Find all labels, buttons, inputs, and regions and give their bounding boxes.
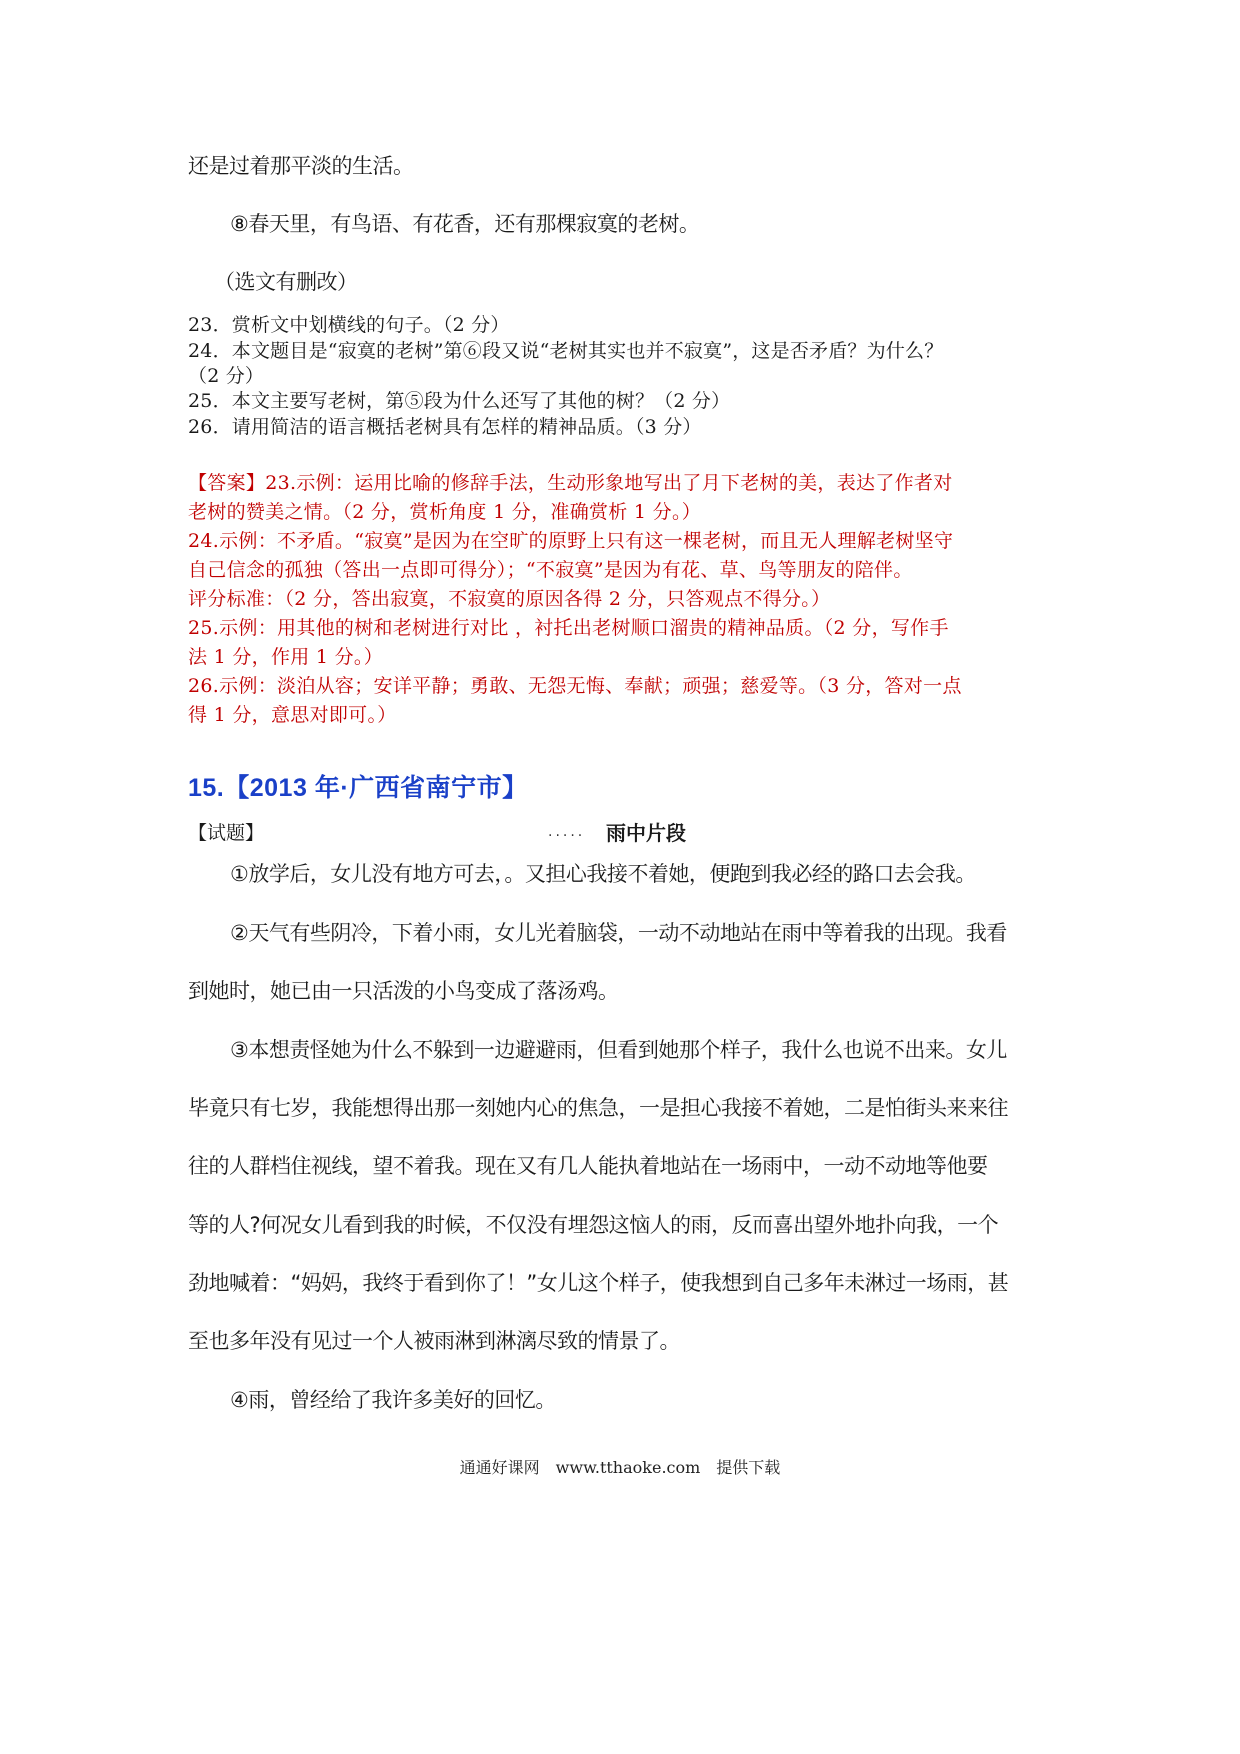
passage-line: 往的人群档住视线，望不着我。现在又有几人能执着地站在一场雨中，一动不动地等他要 (188, 1154, 988, 1178)
passage-title: 雨中片段 (606, 821, 686, 845)
answer-line: 26.示例：淡泊从容；安详平静；勇敢、无怨无悔、奉献；顽强；慈爱等。（3 分，答对一点 (188, 675, 962, 697)
passage-line: 劲地喊着：“妈妈，我终于看到你了！”女儿这个样子，使我想到自己多年未淋过一场雨，甚 (188, 1271, 1009, 1295)
question-24: 24．本文题目是“寂寞的老树”第⑥段又说“老树其实也并不寂寞”，这是否矛盾？为什么？ (188, 340, 944, 362)
answer-line: 评分标准：（2 分，答出寂寞，不寂寞的原因各得 2 分，只答观点不得分。） (188, 588, 831, 610)
passage-line: 至也多年没有见过一个人被雨淋到淋漓尽致的情景了。 (188, 1329, 680, 1353)
answer-line: 25.示例：用其他的树和老树进行对比 ，衬托出老树顺口溜贵的精神品质。（2 分，写作手 (188, 617, 949, 639)
passage-line: 毕竟只有七岁，我能想得出那一刻她内心的焦急，一是担心我接不着她，二是怕街头来来往 (188, 1096, 1008, 1120)
passage-paragraph-1: ①放学后，女儿没有地方可去，。又担心我接不着她，便跑到我必经的路口去会我。 (230, 862, 976, 886)
question-23: 23．赏析文中划横线的句子。（2 分） (188, 314, 510, 336)
section-heading: 15.【2013 年·广西省南宁市】 (188, 774, 528, 802)
passage-line: 等的人?何况女儿看到我的时候，不仅没有埋怨这恼人的雨，反而喜出望外地扑向我，一个 (188, 1213, 999, 1237)
answer-line: 法 1 分，作用 1 分。） (188, 646, 384, 668)
question-24-points: （2 分） (188, 365, 265, 387)
page-footer: 通通好课网 www.tthaoke.com 提供下载 (459, 1458, 781, 1477)
passage-paragraph-3: ③本想责怪她为什么不躲到一边避避雨，但看到她那个样子，我什么也说不出来。女儿 (230, 1038, 1007, 1062)
passage-paragraph-4: ④雨，曾经给了我许多美好的回忆。 (230, 1388, 556, 1412)
source-note: （选文有删改） (214, 270, 358, 294)
answer-line: 得 1 分，意思对即可。） (188, 704, 397, 726)
answer-line: 【答案】23.示例：运用比喻的修辞手法，生动形象地写出了月下老树的美，表达了作者对 (188, 472, 953, 494)
passage-paragraph-8: ⑧春天里，有鸟语、有花香，还有那棵寂寞的老树。 (230, 212, 700, 236)
passage-line: 还是过着那平淡的生活。 (188, 154, 414, 178)
answer-line: 老树的赞美之情。（2 分，赏析角度 1 分，准确赏析 1 分。） (188, 501, 702, 523)
question-25: 25．本文主要写老树，第⑤段为什么还写了其他的树？（2 分） (188, 390, 731, 412)
answer-line: 自己信念的孤独（答出一点即可得分）；“不寂寞”是因为有花、草、鸟等朋友的陪伴。 (188, 559, 913, 581)
answer-line: 24.示例：不矛盾。“寂寞”是因为在空旷的原野上只有这一棵老树，而且无人理解老树坚守 (188, 530, 954, 552)
question-26: 26．请用简洁的语言概括老树具有怎样的精神品质。（3 分） (188, 416, 702, 438)
passage-line: 到她时，她已由一只活泼的小鸟变成了落汤鸡。 (188, 979, 619, 1003)
section-label: 【试题】 (188, 822, 265, 844)
title-dots: ..... (548, 824, 586, 840)
passage-paragraph-2: ②天气有些阴冷，下着小雨，女儿光着脑袋，一动不动地站在雨中等着我的出现。我看 (230, 921, 1007, 945)
